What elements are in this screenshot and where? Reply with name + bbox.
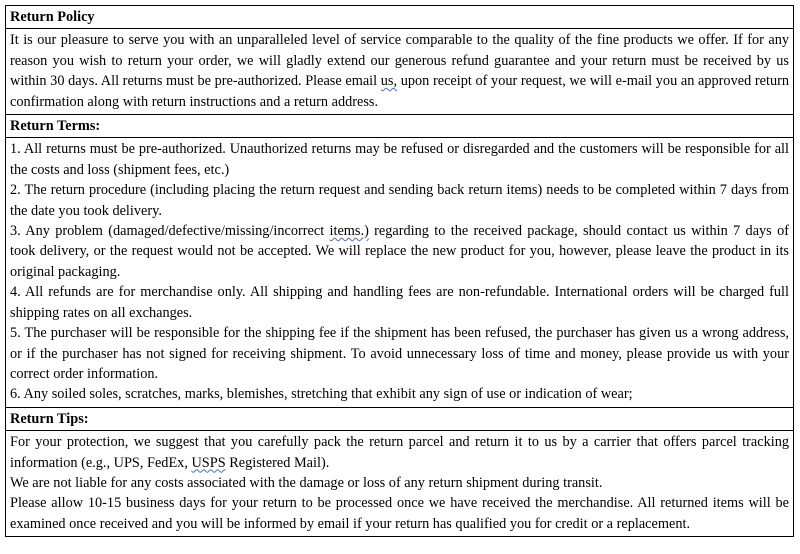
term-item-2: 2. The return procedure (including placing the return request and sending back return items) needs to be completed within 7 days from the date you took delivery. [10, 182, 789, 219]
tip-item-1 [10, 432, 789, 473]
policy-heading-row [6, 6, 794, 29]
term-item-5: 5. The purchaser will be responsible for the shipping fee if the shipment has been refused, the purchaser has given us a wrong address, or if the purchaser has not signed for receiving shipment. To avoid unnecessary loss of time and money, please provide us with your correct order information. [10, 325, 789, 382]
term-item-3 [10, 221, 789, 282]
policy-body-row [6, 29, 794, 115]
term-item-3-part2: regarding to the received package, should contact us within 7 days of took delivery, or the request would not be accepted. We will replace the new product for you, however, please leave the product in its original packaging. [10, 223, 789, 280]
return-policy-heading: Return Policy [6, 6, 794, 29]
policy-text-part2: upon receipt of your request, we will e-mail you an approved return confirmation along with return instructions and a return address. [10, 73, 789, 110]
return-terms-body [6, 138, 794, 407]
tips-body-row [6, 431, 794, 537]
terms-heading-row [6, 115, 794, 138]
tip-item-1-marked: USPS [191, 454, 226, 471]
tip-item-1-part2: Registered Mail). [225, 454, 330, 471]
term-item-4: 4. All refunds are for merchandise only. All shipping and handling fees are non-refundable. International orders will be charged full shipping rates on all exchanges. [10, 284, 789, 321]
term-item-3-part1: 3. Any problem (damaged/defective/missing/incorrect [10, 223, 330, 240]
tip-item-1-part1: For your protection, we suggest that you carefully pack the return parcel and return it to us by a carrier that offers parcel tracking information (e.g., UPS, FedEx, [10, 434, 789, 471]
return-tips-body [6, 431, 794, 537]
term-item-3-marked: items.) [329, 223, 369, 240]
return-tips-heading: Return Tips: [6, 407, 794, 430]
tip-item-3: Please allow 10-15 business days for your return to be processed once we have received the merchandise. All returned items will be examined once received and you will be informed by email if your return has qualified you for credit or a replacement. [10, 495, 789, 532]
terms-body-row [6, 138, 794, 407]
policy-text-part1: It is our pleasure to serve you with an unparalleled level of service comparable to the quality of the fine products we offer. If for any reason you wish to return your order, we will gladly extend our generous refund guarantee and your return must be received by us within 30 days. All returns must be pre-authorized. Please email [10, 32, 789, 90]
policy-text-marked: us, [380, 73, 398, 90]
term-item-6: 6. Any soiled soles, scratches, marks, blemishes, stretching that exhibit any sign of use or indication of wear; [10, 386, 633, 403]
term-item-1: 1. All returns must be pre-authorized. Unauthorized returns may be refused or disregarded and the customers will be responsible for all the costs and loss (shipment fees, etc.) [10, 141, 789, 178]
tips-heading-row [6, 407, 794, 430]
return-policy-body [6, 29, 794, 115]
return-terms-heading: Return Terms: [6, 115, 794, 138]
return-policy-table [5, 5, 794, 537]
tip-item-2: We are not liable for any costs associated with the damage or loss of any return shipment during transit. [10, 474, 603, 491]
